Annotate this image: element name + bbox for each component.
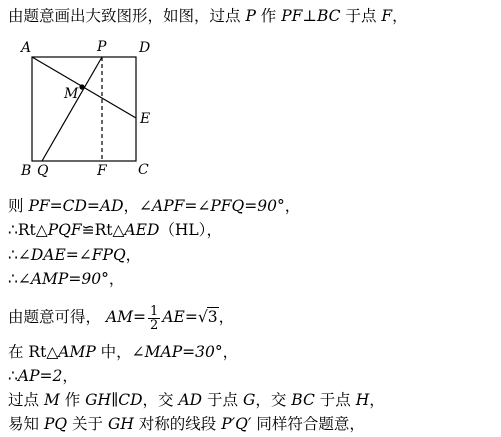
label-c: C — [138, 162, 149, 178]
step8-g: G — [242, 391, 256, 409]
step8-end: ， — [369, 391, 385, 409]
step5-end: ， — [218, 308, 235, 326]
geometry-figure — [18, 36, 158, 182]
step4-end: ， — [108, 270, 125, 288]
step9-tail: 同样符合题意， — [251, 415, 365, 433]
segment-pq — [42, 57, 102, 161]
step2-rt2: Rt△ — [94, 221, 125, 239]
step5-eq1: = — [133, 308, 147, 326]
step2-end: ， — [206, 221, 222, 239]
step9-pq: PQ — [43, 415, 68, 433]
step-1 — [8, 195, 300, 217]
step3-end: ， — [125, 246, 142, 264]
step6-end: ， — [222, 343, 239, 361]
label-m: M — [64, 86, 79, 102]
label-a: A — [21, 40, 32, 56]
step1-angle: APF=∠PFQ=90° — [152, 197, 285, 215]
step8-jiao1: ，交 — [142, 391, 179, 409]
step8-m: M — [43, 391, 60, 409]
parallel-symbol: ∥ — [111, 391, 119, 409]
label-d: D — [139, 40, 151, 56]
step8-jiao2: ，交 — [255, 391, 292, 409]
label-p: P — [97, 39, 107, 55]
perp-expr: PF⊥BC — [281, 7, 341, 25]
step3-expr: DAE=∠FPQ — [30, 246, 126, 264]
step5-am: AM — [105, 308, 134, 326]
point-m-dot — [79, 84, 84, 89]
step8-h: H — [355, 391, 370, 409]
step-4 — [8, 268, 124, 290]
step-5 — [8, 302, 234, 332]
step1-lead: 则 — [8, 197, 29, 215]
point-p-ref: P — [245, 7, 256, 25]
step-6 — [8, 341, 238, 363]
step8-cd: CD — [118, 391, 143, 409]
step8-gh: GH — [85, 391, 112, 409]
sqrt-radicand: 3 — [207, 308, 218, 326]
intro-text: 由题意画出大致图形，如图，过点 — [8, 7, 246, 25]
label-q: Q — [37, 163, 49, 179]
step3-therefore: ∴∠ — [8, 246, 31, 264]
sqrt-sign: √ — [197, 308, 208, 326]
step2-pqf: PQF — [47, 221, 82, 239]
step1-sep: ，∠ — [123, 197, 153, 215]
step-7 — [8, 365, 78, 387]
step9-pq-prime: P′Q′ — [221, 415, 252, 433]
step8-ad: AD — [178, 391, 203, 409]
fraction-numerator: 1 — [150, 303, 159, 319]
step-8 — [8, 389, 385, 411]
intro-line — [8, 5, 408, 27]
step7-end: ， — [62, 367, 78, 385]
step9-gh: GH — [107, 415, 134, 433]
step7-therefore: ∴ — [8, 367, 18, 385]
intro-comma: ， — [392, 7, 408, 25]
step8-zuo: 作 — [59, 391, 86, 409]
step5-eq2: = — [184, 308, 198, 326]
intro-text-2: 作 — [255, 7, 282, 25]
point-f-ref: F — [381, 7, 393, 25]
step8-yu1: 于点 — [202, 391, 243, 409]
step5-ae: AE — [162, 308, 185, 326]
step5-lead: 由题意可得， — [8, 308, 102, 326]
label-e: E — [140, 111, 151, 127]
step9-dui: 对称的线段 — [133, 415, 222, 433]
step8-bc: BC — [291, 391, 315, 409]
step6-amp: AMP — [58, 343, 96, 361]
fraction-denominator: 2 — [150, 317, 159, 333]
step2-hl: （HL） — [159, 221, 207, 239]
label-b: B — [21, 163, 32, 179]
step8-lead: 过点 — [8, 391, 44, 409]
sqrt-three — [198, 302, 219, 332]
intro-text-3: 于点 — [340, 7, 382, 25]
step6-mid: 中，∠ — [95, 343, 145, 361]
step9-guanyu: 关于 — [67, 415, 108, 433]
step8-yu2: 于点 — [314, 391, 356, 409]
step-9 — [8, 413, 365, 435]
step6-map: MAP=30° — [144, 343, 223, 361]
congruent-symbol: ≌ — [81, 221, 95, 239]
step-2 — [8, 219, 222, 241]
label-f: F — [97, 163, 107, 179]
step2-aed: AED — [124, 221, 160, 239]
fraction-half — [148, 305, 160, 332]
step2-therefore: ∴ — [8, 221, 18, 239]
step9-lead: 易知 — [8, 415, 44, 433]
step1-end: ， — [284, 197, 301, 215]
step4-therefore: ∴∠ — [8, 270, 31, 288]
step4-expr: AMP=90° — [30, 270, 109, 288]
step6-lead: 在 Rt△ — [8, 343, 59, 361]
step2-rt1: Rt△ — [17, 221, 48, 239]
step-3 — [8, 244, 141, 266]
step1-expr: PF=CD=AD — [28, 197, 124, 215]
step7-expr: AP=2 — [17, 367, 63, 385]
